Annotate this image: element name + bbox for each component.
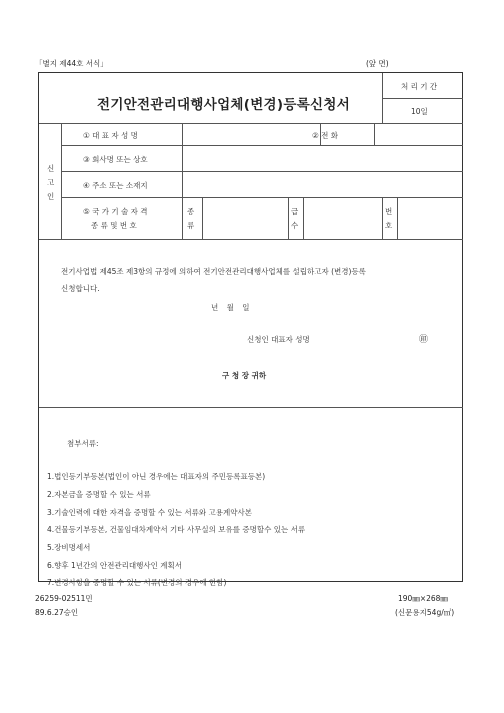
phone-label: ② 전 화 [312,131,338,140]
applicant-label-3: 인 [47,192,55,201]
attachment-item: 2.자본금을 증명할 수 있는 서류 [47,490,151,499]
attachments-title: 첨부서류: [67,439,99,448]
application-form [38,72,463,587]
attachment-item: 3.기술인력에 대한 자격을 증명할 수 있는 서류와 고용계약사본 [47,508,252,517]
paper-type: (신문용지54g/㎡) [395,608,455,617]
form-title: 전기안전관리대행사업체(변경)등록신청서 [97,97,351,113]
approval-date: 89.6.27승인 [35,608,79,617]
kind-label-2: 류 [187,221,195,230]
applicant-label-1: 신 [47,164,55,173]
processing-period-value: 10일 [411,107,428,116]
qualification-label-line2: 종 류 및 번 호 [91,221,137,230]
statement-line2: 신청합니다. [61,284,100,293]
attachment-item: 4.건물등기부등본, 건물임대차계약서 기타 사무실의 보유를 증명할수 있는 서류 [47,525,306,534]
attachment-item: 7.변경사항을 증명할 수 있는 서류(변경의 경우에 한함) [47,578,227,587]
processing-period-label: 처 리 기 간 [401,82,438,91]
grade-label-2: 수 [291,221,299,230]
page-side-label: (앞 면) [366,59,389,68]
representative-name-label: ① 대 표 자 성 명 [83,131,138,140]
qualification-label-line1: ⑤ 국 가 기 술 자 격 [83,207,148,216]
address-label: ④ 주소 또는 소재지 [83,181,148,190]
form-code: 26259-02511민 [35,594,93,603]
statement-line1: 전기사업법 제45조 제3항의 규정에 의하여 전기안전관리대행사업체를 설립하고자 (변경)등록 [61,267,366,276]
kind-label-1: 종 [187,207,195,216]
number-label-1: 번 [385,207,393,216]
applicant-label-2: 고 [47,178,55,187]
attachment-item: 1.법인등기부등본(법인이 아닌 경우에는 대표자의 주민등록표등본) [47,472,266,481]
seal-mark: ㊞ [419,335,429,345]
attachment-item: 5.장비명세서 [47,543,91,552]
attachment-item: 6.향후 1년간의 안전관리대행사인 계획서 [47,561,182,570]
company-name-label: ③ 회사명 또는 상호 [83,155,148,164]
addressee: 구 청 장 귀하 [222,371,267,380]
form-number: 「별지 제44호 서식」 [35,59,108,68]
number-label-2: 호 [385,221,393,230]
date-line: 년 월 일 [211,303,250,312]
grade-label-1: 급 [291,207,299,216]
paper-size: 190㎜×268㎜ [398,594,448,603]
applicant-signature-label: 신청인 대표자 성명 [247,335,310,344]
